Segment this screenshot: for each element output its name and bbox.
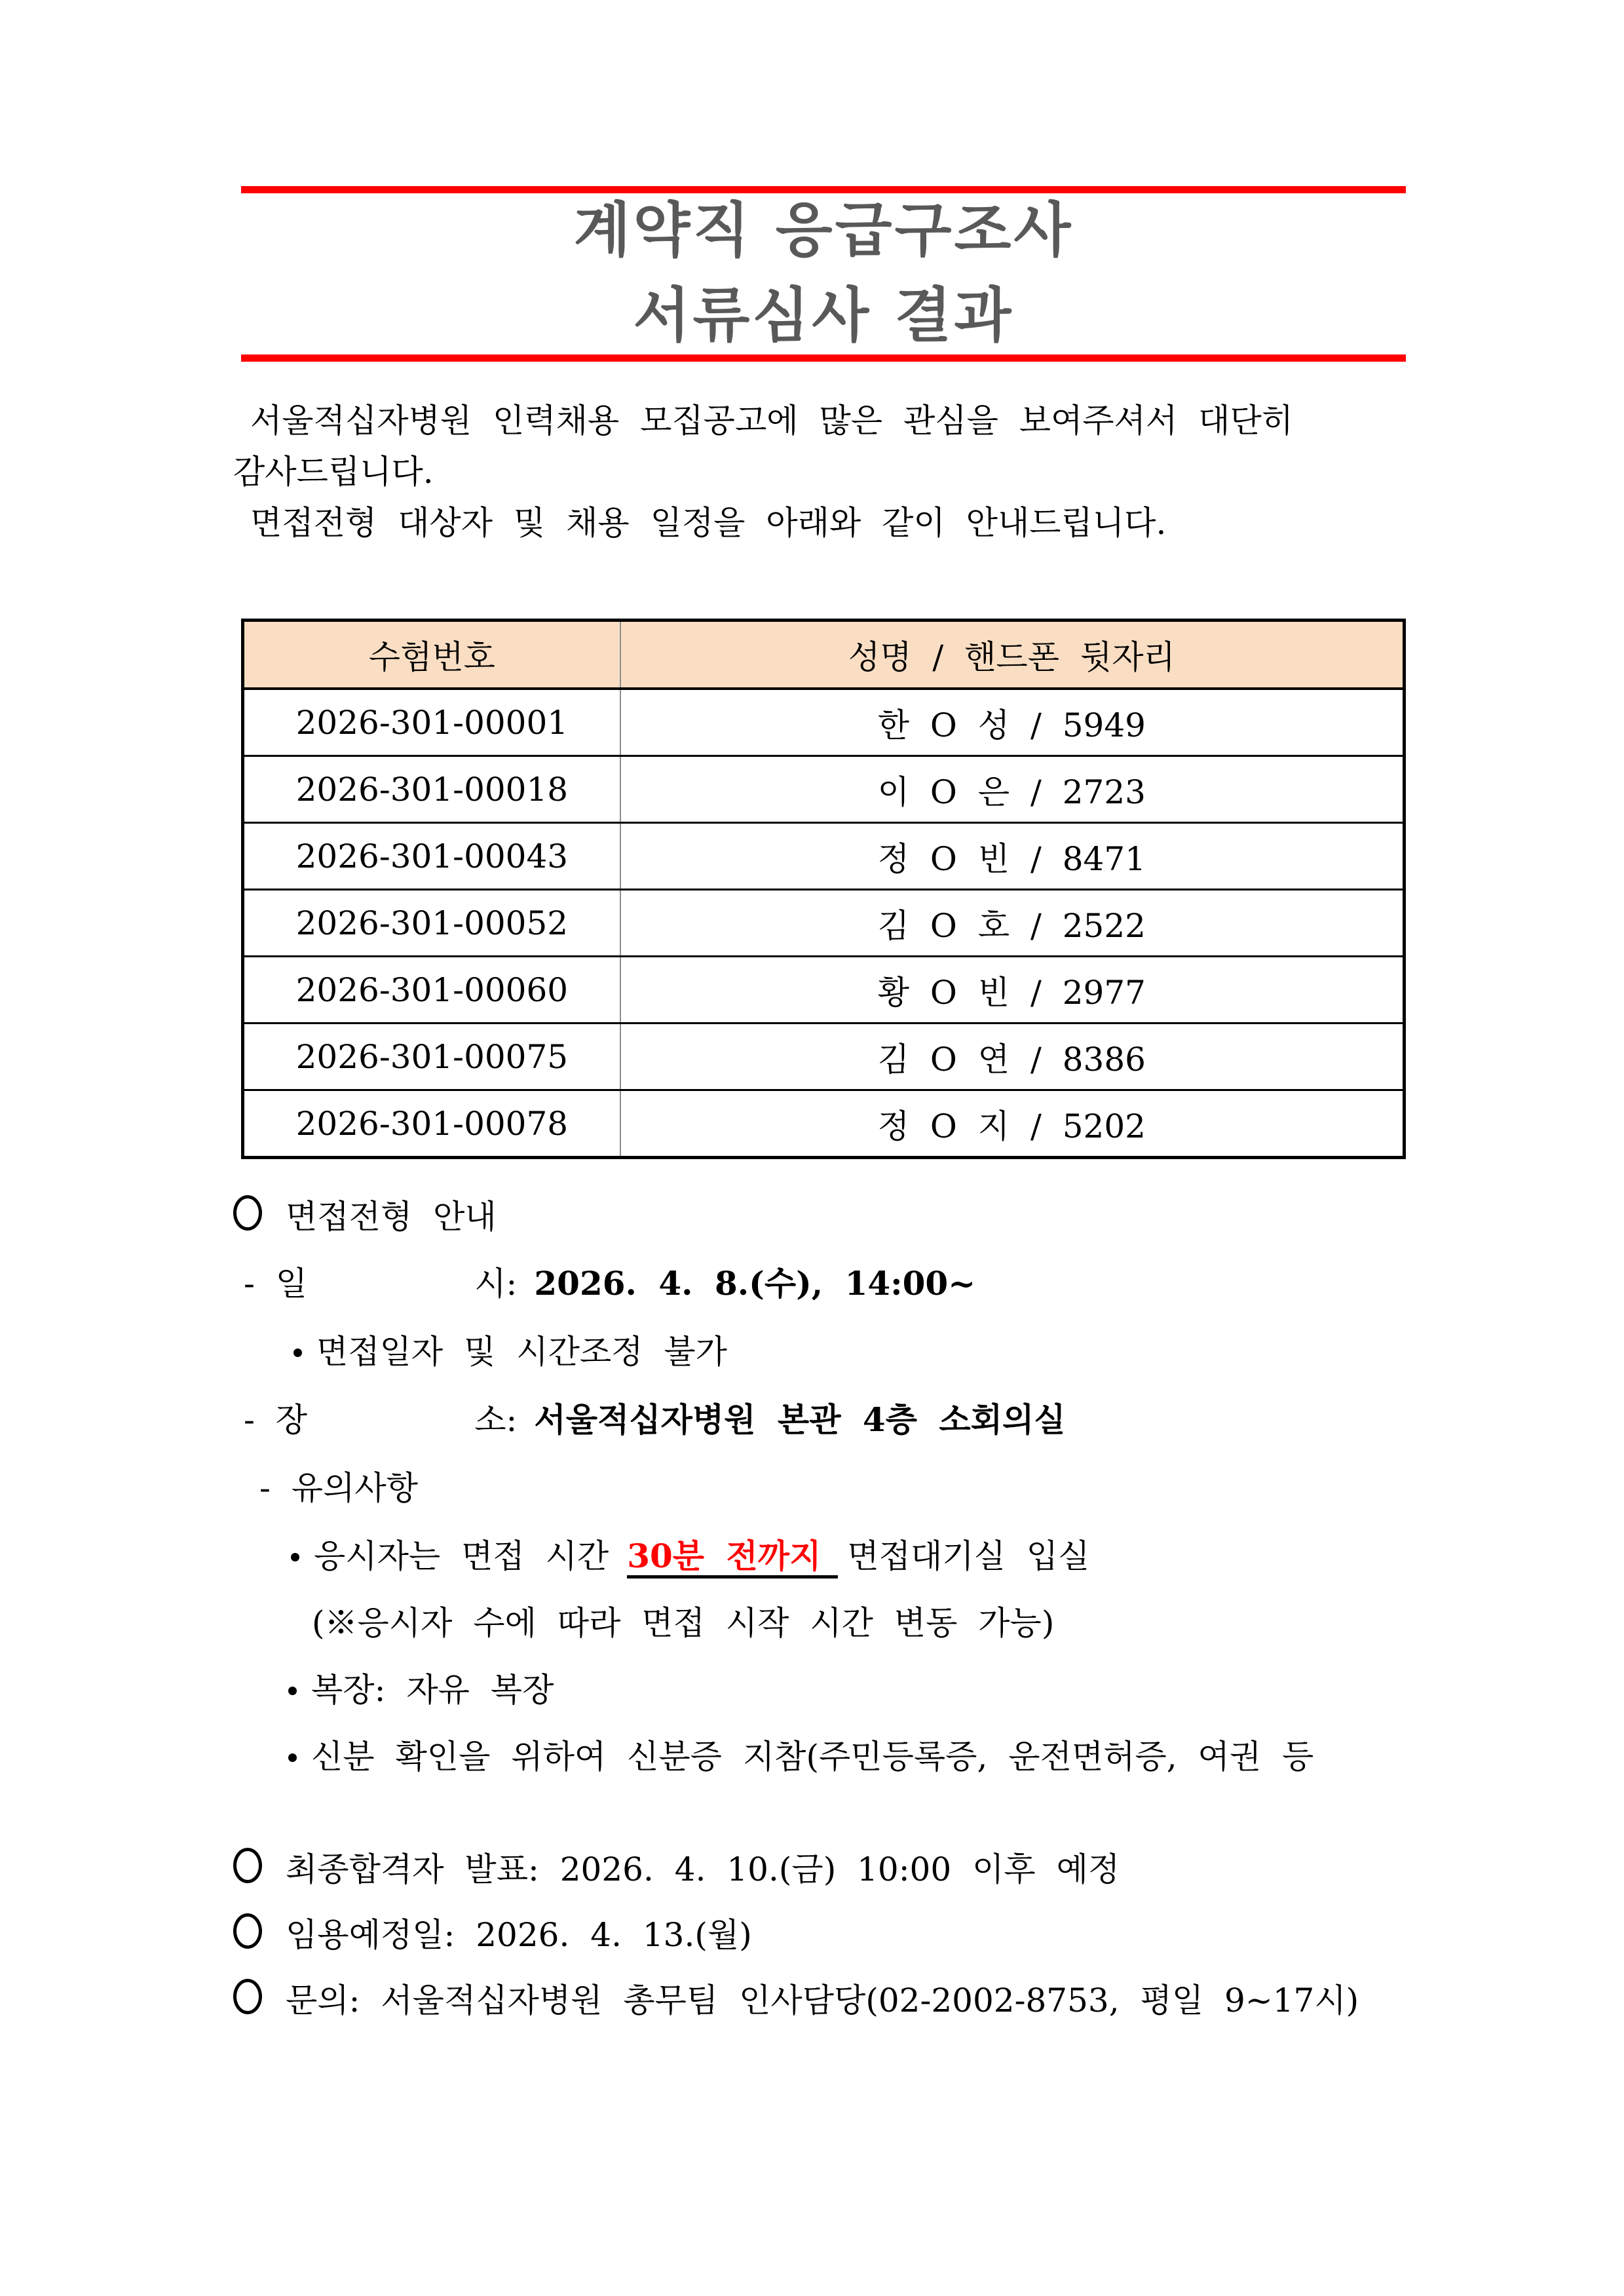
- circle-bullet-icon: [233, 1195, 262, 1231]
- entry-note: (※응시자 수에 따라 면접 시작 시간 변동 가능): [312, 1604, 1055, 1642]
- applicant-table: [241, 619, 1406, 1159]
- circle-bullet-icon: [233, 1913, 262, 1949]
- final-pass-text: 최종합격자 발표: 2026. 4. 10.(금) 10:00 이후 예정: [286, 1850, 1120, 1888]
- name-phone-cell: 한 O 성 / 5949: [620, 689, 1405, 756]
- interview-entry-note-line: [312, 1603, 1054, 1643]
- notice-label: - 유의사항: [259, 1469, 418, 1507]
- circle-bullet-icon: [233, 1979, 262, 2014]
- dot-bullet-icon: [288, 1687, 297, 1695]
- document-title-line1: 계약직 응급구조사: [573, 196, 1074, 265]
- contact-line: [233, 1979, 1359, 2021]
- interview-datetime-line: [244, 1263, 975, 1304]
- exam-number-cell: 2026-301-00075: [243, 1024, 620, 1090]
- entry-text-pre: 응시자는 면접 시간: [314, 1537, 609, 1575]
- appointment-text: 임용예정일: 2026. 4. 13.(월): [286, 1916, 752, 1954]
- table-header-row: [243, 621, 1405, 689]
- dress-note: 복장: 자유 복장: [311, 1671, 554, 1709]
- interview-id-line: [288, 1736, 1313, 1777]
- name-phone-cell: 정 O 지 / 5202: [620, 1090, 1405, 1158]
- name-phone-cell: 김 O 호 / 2522: [620, 890, 1405, 957]
- interview-entry-line: [291, 1536, 1089, 1577]
- dot-bullet-icon: [293, 1349, 302, 1357]
- table-row: [243, 1090, 1405, 1158]
- datetime-label: - 일 시:: [244, 1265, 518, 1303]
- datetime-note: 면접일자 및 시간조정 불가: [316, 1333, 727, 1371]
- dot-bullet-icon: [291, 1553, 299, 1561]
- name-phone-cell: 정 O 빈 / 8471: [620, 823, 1405, 890]
- exam-number-cell: 2026-301-00078: [243, 1090, 620, 1158]
- entry-highlight-underline: [627, 1537, 838, 1578]
- table-row: [243, 689, 1405, 756]
- appointment-line: [233, 1913, 752, 1955]
- contact-text: 문의: 서울적십자병원 총무팀 인사담당(02-2002-8753, 평일 9~17시): [286, 1981, 1359, 2019]
- entry-highlight-text: 30분 전까지: [627, 1537, 821, 1575]
- intro-line-3: 면접전형 대상자 및 채용 일정을 아래와 같이 안내드립니다.: [250, 504, 1167, 542]
- id-note: 신분 확인을 위하여 신분증 지참(주민등록증, 운전면허증, 여권 등: [311, 1738, 1314, 1776]
- table-row: [243, 1024, 1405, 1090]
- intro-line-2: 감사드립니다.: [233, 453, 434, 491]
- table-row: [243, 756, 1405, 823]
- interview-section-heading: [233, 1195, 497, 1237]
- interview-notice-label-line: [259, 1468, 418, 1508]
- title-rule-top: [241, 186, 1406, 193]
- circle-bullet-icon: [233, 1848, 262, 1883]
- title-rule-bottom: [241, 354, 1406, 362]
- dot-bullet-icon: [288, 1753, 297, 1762]
- name-phone-header: 성명 / 핸드폰 뒷자리: [620, 621, 1405, 689]
- intro-line-1: 서울적십자병원 인력채용 모집공고에 많은 관심을 보여주셔서 대단히: [250, 402, 1294, 440]
- exam-number-cell: 2026-301-00043: [243, 823, 620, 890]
- table-row: [243, 890, 1405, 957]
- entry-text-post: 면접대기실 입실: [847, 1537, 1090, 1575]
- name-phone-cell: 김 O 연 / 8386: [620, 1024, 1405, 1090]
- interview-heading-label: 면접전형 안내: [286, 1198, 497, 1236]
- place-value: 서울적십자병원 본관 4층 소회의실: [534, 1400, 1066, 1439]
- interview-place-line: [244, 1400, 1066, 1440]
- table-row: [243, 823, 1405, 890]
- exam-number-cell: 2026-301-00001: [295, 703, 569, 742]
- final-pass-line: [233, 1848, 1120, 1890]
- exam-number-cell: 2026-301-00018: [243, 756, 620, 823]
- document-title-line2: 서류심사 결과: [633, 281, 1014, 350]
- name-phone-cell: 황 O 빈 / 2977: [620, 957, 1405, 1024]
- name-phone-cell: 이 O 은 / 2723: [620, 756, 1405, 823]
- datetime-value: 2026. 4. 8.(수), 14:00~: [534, 1264, 976, 1303]
- exam-number-cell: 2026-301-00060: [243, 957, 620, 1024]
- exam-number-cell: 2026-301-00052: [243, 890, 620, 957]
- table-row: [243, 957, 1405, 1024]
- interview-datetime-note-line: [293, 1331, 727, 1372]
- exam-number-header: 수험번호: [243, 621, 620, 689]
- place-label: - 장 소:: [244, 1401, 518, 1439]
- interview-dress-line: [288, 1670, 554, 1710]
